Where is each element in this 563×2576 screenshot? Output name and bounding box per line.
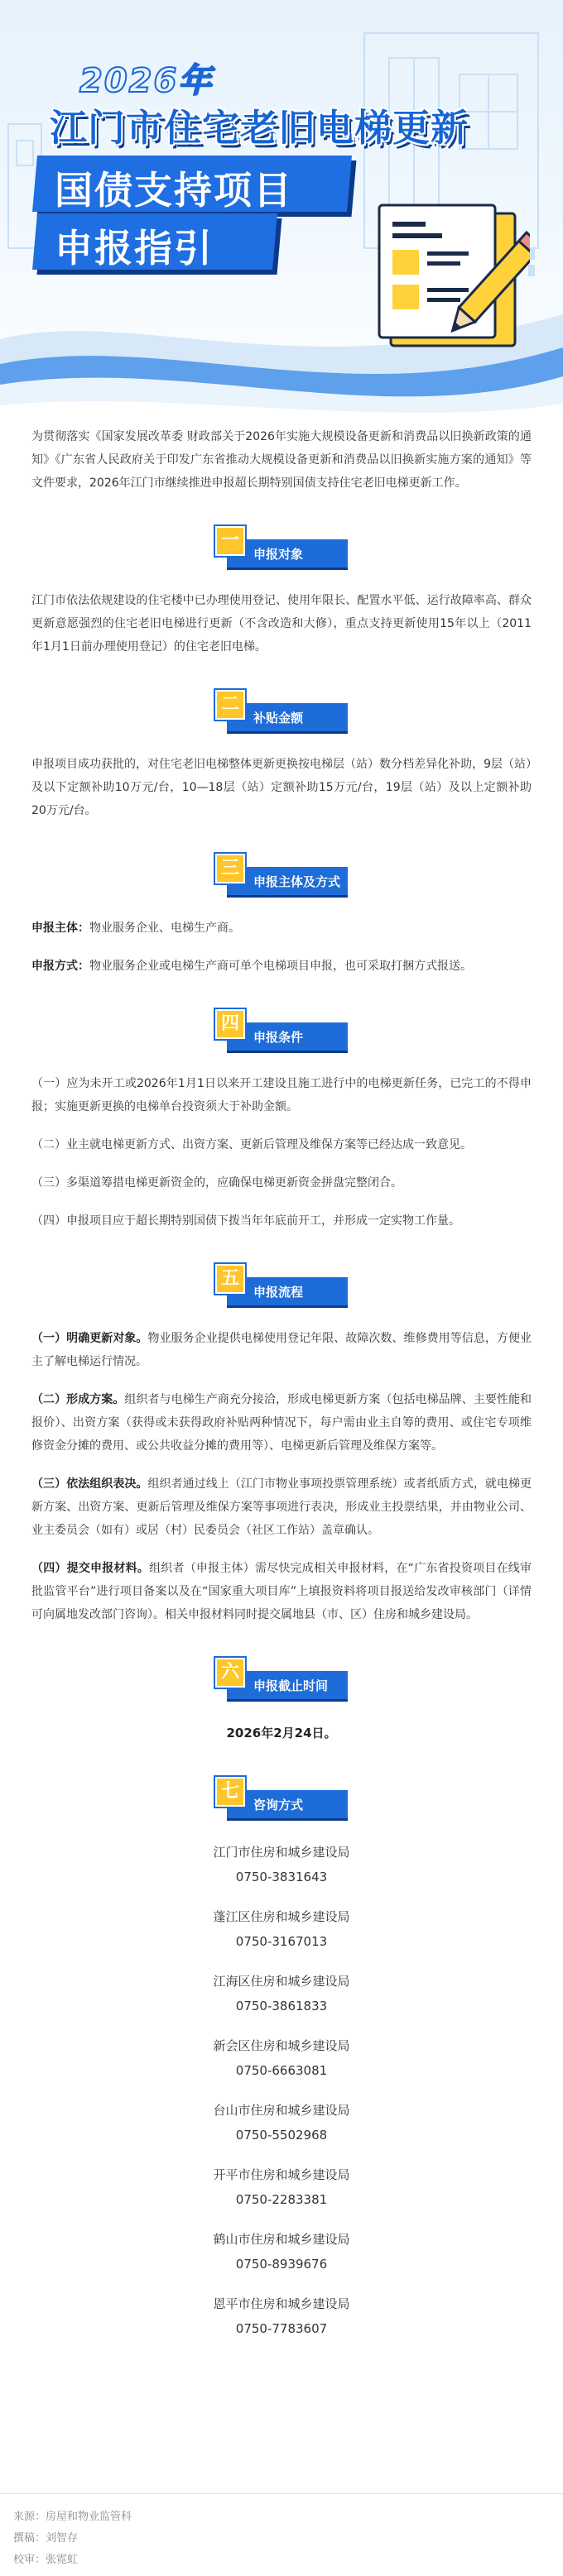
contact-name: 鹤山市住房和城乡建设局 [213, 2232, 350, 2247]
contact-name: 江海区住房和城乡建设局 [213, 1974, 350, 1989]
contact-phone[interactable]: 0750-2283381 [235, 2192, 328, 2207]
contact-phone[interactable]: 0750-8939676 [235, 2257, 328, 2272]
footer-editor: 校审：张霓虹 [13, 2554, 79, 2566]
section-number: 四 [215, 1009, 245, 1039]
contact-item [31, 2162, 532, 2212]
contact-item [31, 2098, 532, 2147]
section-5-item [31, 1388, 532, 1458]
section-number: 二 [215, 690, 245, 720]
section-title: 申报条件 [253, 1030, 304, 1045]
hero-year: 2026年 [79, 62, 214, 100]
document-pencil-icon [373, 199, 530, 364]
hero-title-line2: 国债支持项目 [55, 168, 293, 213]
section-header-1 [215, 526, 348, 569]
contact-phone[interactable]: 0750-6663081 [235, 2063, 328, 2078]
item-lead: （一）明确更新对象。 [31, 1332, 148, 1345]
article-footer [13, 2507, 132, 2571]
section-5-item [31, 1327, 532, 1373]
section-title: 申报对象 [253, 547, 304, 562]
contact-item [31, 2291, 532, 2341]
item-lead: 申报方式： [31, 960, 89, 973]
item-text: 组织者与电梯生产商充分接洽，形成电梯更新方案（包括电梯品牌、主要性能和报价）、出资方案（获得或未获得政府补贴两种情况下，每户需由业主自筹的费用、或住宅专项维修资金分摊的费用、或公共收益分摊的费用等）、电梯更新后管理及维保方案等。 [31, 1393, 532, 1453]
section-header-6 [215, 1658, 348, 1701]
section-5-item [31, 1557, 532, 1626]
section-title: 补贴金额 [253, 711, 304, 725]
contact-item [31, 2227, 532, 2277]
section-number: 七 [215, 1777, 245, 1807]
item-lead: （三）依法组织表决。 [31, 1477, 148, 1491]
section-title: 申报流程 [253, 1285, 304, 1300]
section-3-item [31, 917, 532, 940]
section-number: 一 [215, 526, 245, 556]
section-2-paragraph: 申报项目成功获批的，对住宅老旧电梯整体更新更换按电梯层（站）数分档差异化补助，9层（站）及以下定额补助10万元/台，10—18层（站）定额补助15万元/台，19层（站）及以上定额补助20万元/台。 [31, 758, 532, 817]
contact-name: 蓬江区住房和城乡建设局 [213, 1909, 350, 1924]
hero-title-line1: 江门市住宅老旧电梯更新 [50, 106, 469, 150]
item-lead: （四）提交申报材料。 [31, 1562, 150, 1575]
contact-item [31, 1969, 532, 2018]
contact-name: 江门市住房和城乡建设局 [213, 1845, 350, 1860]
item-text: 组织者（申报主体）需尽快完成相关申报材料，在“广东省投资项目在线审批监管平台”进行项目备案以及在“国家重大项目库”上填报资料将项目报送给发改审核部门（详情可向属地发改部门咨询）。相关申报材料同时提交属地县（市、区）住房和城乡建设局。 [31, 1562, 532, 1621]
contact-name: 开平市住房和城乡建设局 [213, 2167, 350, 2182]
article-content [31, 425, 532, 2356]
footer-source: 来源：房屋和物业监管科 [13, 2511, 132, 2523]
contact-name: 台山市住房和城乡建设局 [213, 2103, 350, 2118]
item-lead: 申报主体： [31, 922, 89, 935]
section-4-paragraph: （一）应为未开工或2026年1月1日以来开工建设且施工进行中的电梯更新任务，已完工的不得申报；实施更新更换的电梯单台投资须大于补助金额。 [31, 1077, 532, 1113]
section-header-2 [215, 690, 348, 733]
footer-divider [0, 2493, 563, 2494]
intro-paragraph: 为贯彻落实《国家发展改革委 财政部关于2026年实施大规模设备更新和消费品以旧换新政策的通知》《广东省人民政府关于印发广东省推动大规模设备更新和消费品以旧换新实施方案的通知》等文件要求，2026年江门市继续推进申报超长期特别国债支持住宅老旧电梯更新工作。 [31, 430, 532, 490]
section-title: 申报截止时间 [253, 1678, 329, 1693]
section-title: 申报主体及方式 [253, 874, 341, 889]
section-number: 五 [215, 1264, 245, 1294]
section-header-4 [215, 1009, 348, 1052]
contact-item [31, 1840, 532, 1889]
hero-title-line3: 申报指引 [55, 226, 214, 271]
section-3-item [31, 955, 532, 978]
contact-phone[interactable]: 0750-7783607 [235, 2321, 328, 2336]
item-text: 物业服务企业或电梯生产商可单个电梯项目申报，也可采取打捆方式报送。 [89, 960, 472, 973]
item-lead: （二）形成方案。 [31, 1393, 125, 1406]
section-number: 六 [215, 1658, 245, 1688]
item-text: 物业服务企业、电梯生产商。 [89, 922, 240, 935]
hero-subtitle-banner [35, 156, 358, 276]
deadline-date: 2026年2月24日。 [226, 1726, 337, 1740]
contact-name: 新会区住房和城乡建设局 [213, 2038, 350, 2053]
section-header-3 [215, 854, 348, 897]
section-4-paragraph: （二）业主就电梯更新方式、出资方案、更新后管理及维保方案等已经达成一致意见。 [31, 1138, 472, 1152]
contact-phone[interactable]: 0750-3167013 [235, 1934, 328, 1949]
section-5-item [31, 1472, 532, 1542]
section-title: 咨询方式 [253, 1798, 304, 1812]
item-text: 物业服务企业提供电梯使用登记年限、故障次数、维修费用等信息，方便业主了解电梯运行情况。 [31, 1332, 532, 1368]
contact-phone[interactable]: 0750-5502968 [235, 2128, 328, 2143]
section-4-paragraph: （三）多渠道筹措电梯更新资金的，应确保电梯更新资金拼盘完整闭合。 [31, 1176, 402, 1190]
section-4-paragraph: （四）申报项目应于超长期特别国债下拨当年年底前开工，并形成一定实物工作量。 [31, 1214, 460, 1228]
contact-item [31, 1904, 532, 1954]
section-number: 三 [215, 854, 245, 883]
contact-name: 恩平市住房和城乡建设局 [213, 2296, 350, 2311]
contact-phone[interactable]: 0750-3861833 [235, 1999, 328, 2013]
contact-item [31, 2033, 532, 2083]
section-1-paragraph: 江门市依法依规建设的住宅楼中已办理使用登记、使用年限长、配置水平低、运行故障率高、群众更新意愿强烈的住宅老旧电梯进行更新（不含改造和大修），重点支持更新使用15年以上（2011年1月1日前办理使用登记）的住宅老旧电梯。 [31, 594, 532, 654]
section-header-5 [215, 1264, 348, 1307]
contact-phone[interactable]: 0750-3831643 [235, 1870, 328, 1884]
footer-author: 撰稿：刘智存 [13, 2532, 79, 2545]
item-text: 组织者通过线上（江门市物业事项投票管理系统）或者纸质方式，就电梯更新方案、出资方案、更新后管理及维保方案等事项进行表决，形成业主投票结果，并由物业公司、业主委员会（如有）或居（村）民委员会（社区工作站）盖章确认。 [31, 1477, 532, 1537]
section-header-7 [215, 1777, 348, 1820]
hero-banner [0, 0, 563, 422]
